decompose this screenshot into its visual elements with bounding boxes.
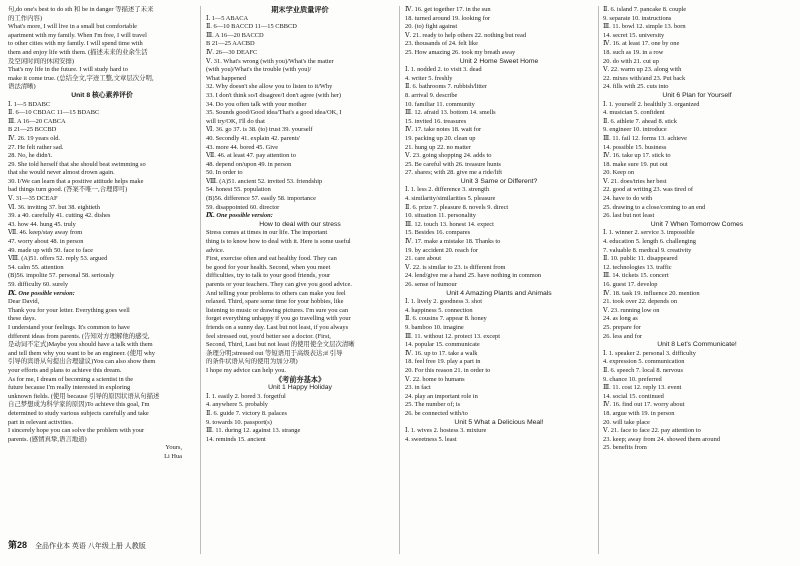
answer-line: 14. social 15. continued: [603, 392, 664, 400]
page-number: 第28: [8, 540, 28, 550]
answer-line: 4. anywhere 5. probably: [206, 401, 268, 409]
answer-line: 23. in fact: [405, 384, 431, 392]
answer-line: Ⅷ. (A)51. offers 52. reply 53. argued: [8, 255, 108, 263]
answer-line: Ⅵ. 36. inviting 37. but 38. eightieth: [8, 203, 100, 211]
answer-line: 9. separate 10. instructions: [603, 14, 672, 22]
answer-line: 59. difficulty 60. surely: [8, 281, 69, 288]
answer-line: I hope my advice can help you.: [206, 366, 287, 374]
page-footer: [8, 538, 146, 551]
answer-line: 10. familiar 11. community: [405, 100, 475, 108]
answer-line: 24. as long as: [603, 315, 638, 323]
answer-line: forget everything unhappy if you go travelling with your: [206, 315, 351, 323]
answer-line: Unit 3 Same or Different?: [460, 177, 538, 185]
answer-line: Ⅱ. 6—10 CBDAC 11—15 BDABC: [8, 109, 100, 117]
answer-line: Ⅲ. 12. touch 13. honest 14. expect: [405, 220, 494, 228]
answer-line: Ⅷ. (A)51. ancient 52. invited 53. friendship: [206, 177, 323, 185]
answer-line: 9. towards 10. passport(s): [206, 418, 272, 426]
answer-line: 18. such as 19. in a row: [603, 48, 664, 56]
answer-line: 26. be connected with/to: [405, 409, 468, 417]
answer-line: Ⅴ. 21. face to face 22. pay attention to: [603, 427, 701, 435]
column-4: [603, 6, 791, 560]
answer-line: 4. education 5. length 6. challenging: [603, 238, 696, 246]
answer-line: Ⅳ. 26—30 DEAFC: [206, 48, 258, 56]
answer-line: 4. happiness 5. connection: [405, 306, 473, 314]
answer-line: Thank you for your letter. Everything goes well: [8, 306, 130, 314]
answer-line: 引导的宾语从句提出合理建议)You can also show them: [8, 358, 156, 366]
answer-line: parents or your teachers. They can give you good advice.: [206, 281, 352, 288]
answer-line: 27. shares; with 28. give me a ride/lift: [405, 169, 503, 177]
answer-line: Ⅱ. 6. prize 7. pleasure 8. novels 9. direct: [405, 203, 509, 211]
answer-line: Ⅰ. 1—5 ABACA: [206, 14, 249, 22]
answer-line: friends on a sunny day. Last but not least, if you always: [206, 323, 349, 331]
answer-line: Ⅴ. 23. going shopping 24. adds to: [405, 152, 492, 160]
answer-line: will try/OK, I'll do that: [206, 117, 265, 125]
answer-line: 28. No, he didn't.: [8, 152, 53, 160]
answer-line: 及空闲时间的休闲安排): [8, 57, 75, 65]
answer-line: Ⅱ. 10. public 11. disappeared: [603, 255, 678, 263]
answer-line: 期末学业质量评价: [271, 6, 329, 14]
answer-line: I understand your feelings. It's common to have: [8, 323, 130, 331]
answer-line: 34. Do you often talk with your mother: [206, 100, 307, 108]
answer-line: relaxed. Third, spare some time for your hobbies, like: [206, 298, 344, 306]
answer-line: difficulties, try to talk to your good friends, your: [206, 272, 331, 280]
answer-line: 48. depend on/upon 49. in person: [206, 160, 292, 168]
answer-line: 26. less and for: [603, 332, 643, 340]
answer-line: Ⅳ. 18. task 19. influence 20. mention: [603, 289, 700, 297]
answer-line: 49. made up with 50. face to face: [8, 246, 93, 254]
answer-line: 19. packing up 20. clean up: [405, 134, 476, 142]
answer-line: 4. musician 5. confident: [603, 109, 665, 117]
answer-line: 18. turned around 19. looking for: [405, 14, 491, 22]
answer-line: Ⅰ. 1. less 2. difference 3. strength: [405, 186, 490, 194]
answer-line: 20. do with 21. cut up: [603, 57, 659, 65]
answer-line: 4. expression 5. communication: [603, 358, 685, 366]
answer-line: Second, Third, Last but not least 的使用使全文层次清晰: [206, 341, 355, 349]
answer-line: (B)56. difference 57. easily 58. importance: [206, 195, 316, 203]
answer-line: Ⅲ. 11. bowl 12. simple 13. born: [603, 23, 686, 31]
answer-line: Stress comes at times in our life. The important: [206, 229, 328, 237]
answer-line: Ⅴ. 31. What's wrong (with you)/What's the matter: [206, 57, 334, 65]
answer-line: 24. play an important role in: [405, 392, 478, 400]
answer-line: Unit 1 Happy Holiday: [268, 384, 332, 392]
answer-line: Ⅴ. 22. home to humans: [405, 375, 465, 383]
answer-line: Ⅰ. 1. lively 2. goodness 3. shot: [405, 298, 483, 306]
answer-line: Ⅳ. 17. make a mistake 18. Thanks to: [405, 238, 501, 246]
answer-line: 14. possible 15. business: [603, 143, 667, 151]
answer-line: 26. last but not least: [603, 212, 655, 220]
answer-line: 20. For this reason 21. in order to: [405, 366, 491, 374]
answer-line: What happened: [206, 74, 246, 82]
answer-line: Ⅴ. 22. is similar to 23. is different from: [405, 263, 506, 271]
answer-line: 25. Be careful with 26. treasure hunts: [405, 160, 501, 168]
answer-line: 24. have to do with: [603, 195, 653, 203]
answer-line: 29. She told herself that she should beat swimming so: [8, 160, 146, 168]
answer-line: 8. arrival 9. describe: [405, 91, 458, 99]
answer-line: Ⅱ. 6. bathrooms 7. rubbish/litter: [405, 83, 487, 91]
answer-line: them and enjoy life with them. (描述未来的业余生活: [8, 48, 148, 56]
answer-line: B 21—25 BCCBD: [8, 126, 57, 134]
answer-line: 25. drawing to a close/coming to an end: [603, 203, 706, 211]
answer-line: Unit 8 Let's Communicate!: [657, 341, 737, 349]
answer-line: 句,do one's best to do sth 和 be in danger 等描述了未来: [8, 6, 154, 13]
answer-line: Ⅸ. One possible version:: [206, 212, 273, 220]
answer-line: 30. I/We can learn that a positive attitude helps make: [8, 177, 144, 185]
answer-line: future because I'm really interested in exploring: [8, 384, 131, 392]
answer-line: 10. situation 11. personality: [405, 212, 476, 220]
answer-line: 43. how 44. hung 45. truly: [8, 220, 76, 228]
column-3: [405, 6, 593, 560]
answer-line: your efforts and plans to achieve this dream.: [8, 366, 122, 374]
answer-line: Ⅲ. 11. cost 12. reply 13. event: [603, 384, 682, 392]
answer-line: Ⅱ. 6. guide 7. victory 8. palaces: [206, 409, 288, 417]
answer-line: 35. Sounds good/Good idea/That's a good idea/OK, I: [206, 109, 342, 117]
answer-line: Ⅲ. 11. without 12. protect 13. except: [405, 332, 501, 340]
answer-line: 25. The number of; is: [405, 401, 461, 409]
answer-line: 14. reminds 15. ancient: [206, 435, 266, 443]
answer-line: 33. I don't think so/I disagree/I don't agree (with her): [206, 91, 342, 99]
answer-line: 自己梦想成为科学家的原因)To achieve this goal, I'm: [8, 401, 150, 409]
answer-line: 《考前夯基本》: [274, 374, 326, 384]
answer-line: Ⅳ. 17. take notes 18. wait for: [405, 126, 482, 134]
column-1: [8, 6, 196, 536]
answer-line: feel stressed out, you'd better see a doctor. (First,: [206, 332, 331, 340]
column-2: [206, 6, 394, 536]
answer-line: Ⅰ. 1. nodded 2. to visit 3. dead: [405, 66, 482, 74]
answer-line: parents. (感情真挚,语言地道): [8, 435, 87, 443]
answer-line: Ⅲ. A 16—20 CABCA: [8, 117, 66, 125]
answer-line: Ⅱ. 6—10 BACCD 11—15 CBBCD: [206, 23, 297, 31]
answer-line: 19. by accident 20. reach for: [405, 246, 478, 254]
answer-line: Ⅴ. 21. does/tries her best: [603, 177, 667, 185]
answer-line: 40. Secondly 41. explain 42. parents': [206, 134, 301, 142]
answer-line: Ⅲ. 14. tickets 15. concert: [603, 272, 669, 280]
answer-line: Ⅶ. 46. keep/stay away from: [8, 229, 83, 237]
answer-line: Ⅲ. 12. afraid 13. bottom 14. smells: [405, 109, 496, 117]
book-title: 全品作业本 英语 八年级上册 人教版: [34, 543, 146, 550]
answer-line: 24. lend/give me a hand 25. have nothing in common: [405, 272, 542, 280]
answer-line: 59. disappointed 60. director: [206, 203, 280, 211]
answer-line: 14. secret 15. university: [603, 31, 665, 39]
answer-line: 9. bamboo 10. imagine: [405, 323, 464, 331]
answer-line: 25. prepare for: [603, 323, 641, 331]
answer-line: 18. make sure 19. put out: [603, 160, 668, 168]
answer-line: Ⅰ. 1. winner 2. service 3. impossible: [603, 229, 695, 237]
answer-line: Ⅲ. 11. fail 12. forms 13. achieve: [603, 134, 688, 142]
answer-line: Ⅳ. 16. take up 17. stick to: [603, 152, 671, 160]
answer-line: 9. chance 10. preferred: [603, 375, 662, 383]
answer-line: 54. calm 55. attention: [8, 263, 64, 271]
answer-line: Ⅴ. 22. warm up 23. along with: [603, 66, 682, 74]
answer-line: 4. sweetness 5. least: [405, 435, 457, 443]
answer-line: 39. a 40. carefully 41. cutting 42. dishes: [8, 212, 111, 220]
answer-line: 语法清晰): [8, 83, 36, 91]
answer-line: 4. writer 5. freshly: [405, 74, 453, 82]
answer-line: What's more, I will live in a small but comfortable: [8, 23, 137, 31]
answer-line: 21. took over 22. depends on: [603, 298, 678, 306]
answer-line: Ⅳ. 16. find out 17. worry about: [603, 401, 685, 409]
answer-line: 47. worry about 48. in person: [8, 238, 84, 246]
answer-line: As for me, I dream of becoming a scientist in the: [8, 375, 134, 383]
column-divider: [598, 6, 599, 554]
answer-line: 18. argue with 19. in person: [603, 409, 675, 417]
answer-line: 25. benefits from: [603, 444, 647, 452]
answer-line: 18. feel free 19. play a part in: [405, 358, 481, 366]
answer-line: 24. fills with 25. cuts into: [603, 83, 669, 91]
answer-line: That's my life in the future. I will study hard to: [8, 66, 128, 74]
answer-line: Unit 6 Plan for Yourself: [662, 91, 732, 99]
answer-line: 23. thousands of 24. felt like: [405, 40, 478, 48]
answer-line: Ⅱ. 6. cousins 7. appear 8. honey: [405, 315, 487, 323]
answer-line: thing is to know how to deal with it. Here is some useful: [206, 238, 351, 246]
answer-line: 20. will take place: [603, 418, 650, 426]
column-divider: [399, 6, 400, 554]
column-divider: [200, 6, 201, 554]
answer-line: these days.: [8, 315, 37, 323]
answer-line: 54. honest 55. population: [206, 186, 271, 194]
answer-line: Ⅵ. 36. go 37. is 38. (to) trust 39. yourself: [206, 126, 313, 134]
answer-line: Ⅳ. 16. up to 17. take a walk: [405, 349, 478, 357]
answer-line: Ⅴ. 23. running low on: [603, 306, 660, 314]
answer-line: Unit 8 核心素养评价: [71, 91, 133, 99]
answer-line: different ideas from parents. (告知对方理解他的感受,: [8, 332, 150, 340]
answer-line: (B)56. impolite 57. personal 58. seriously: [8, 272, 115, 280]
answer-line: Ⅱ. 6. speech 7. local 8. nervous: [603, 366, 683, 374]
answer-line: to other cities with my family. I will spend time with: [8, 40, 143, 48]
answer-line: apartment with my family. When I'm free, I will travel: [8, 31, 147, 39]
answer-line: 26. sense of humour: [405, 281, 457, 288]
answer-line: listening to music or drawing pictures. I'm sure you can: [206, 306, 349, 314]
answer-line: 22. mixes with/and 23. Put back: [603, 74, 686, 82]
answer-line: Ⅰ. 1—5 BDABC: [8, 100, 51, 108]
answer-line: 4. similarity/similarities 5. pleasure: [405, 195, 496, 203]
answer-line: How to deal with our stress: [259, 220, 341, 228]
answer-line: and tell them why you want to be an engineer. (使用 why: [8, 349, 155, 357]
answer-line: Ⅰ. 1. easily 2. bored 3. forgetful: [206, 392, 286, 400]
answer-line: 的条件状语从句的使用为加分项): [206, 358, 298, 366]
answer-line: Ⅴ. 21. ready to help others 22. nothing but read: [405, 31, 527, 39]
answer-line: make it come true. (总结全文,字迹工整,文章层次分明,: [8, 74, 154, 82]
answer-line: 43. more 44. bored 45. Give: [206, 143, 279, 151]
answer-line: 23. keep; away from 24. showed them around: [603, 435, 720, 443]
answer-line: First, exercise often and eat healthy food. They can: [206, 255, 337, 263]
answer-line: 22. good at writing 23. was tired of: [603, 186, 693, 194]
answer-line: 21. care about: [405, 255, 442, 263]
answer-line: 21. hung up 22. no matter: [405, 143, 471, 151]
answer-line: 25. How amazing 26. took my breath away: [405, 48, 516, 56]
answer-line: 的工作内容): [8, 14, 43, 22]
answer-line: Ⅳ. 16. get together 17. in the sun: [405, 6, 491, 13]
answer-line: Ⅰ. 1. yourself 2. healthily 3. organized: [603, 100, 700, 108]
answer-line: Ⅴ. 31—35 DCEAF: [8, 195, 58, 203]
answer-line: be good for your health. Second, when you meet: [206, 263, 331, 271]
answer-line: determined to study various subjects carefully and take: [8, 409, 149, 417]
answer-line: Ⅶ. 46. at least 47. pay attention to: [206, 152, 296, 160]
answer-line: part in relevant activities.: [8, 418, 73, 426]
answer-line: Li Hua: [164, 452, 182, 460]
answer-line: 15. invited 16. treasures: [405, 117, 467, 125]
answer-line: 16. guest 17. develop: [603, 281, 658, 288]
answer-line: that she would never almost drown again.: [8, 169, 115, 177]
answer-line: Ⅰ. 1. wives 2. hostess 3. mixture: [405, 427, 487, 435]
answer-line: Ⅳ. 26. 19 years old.: [8, 134, 60, 142]
answer-line: 20. Keep on: [603, 169, 635, 177]
answer-line: Ⅸ. One possible version:: [8, 289, 75, 297]
answer-line: advice.: [206, 246, 225, 254]
answer-line: 27. He felt rather sad.: [8, 143, 64, 151]
answer-line: Dear David,: [8, 298, 40, 306]
answer-line: I sincerely hope you can solve the problem with your: [8, 427, 145, 435]
answer-line: B 21—25 AACBD: [206, 40, 255, 48]
answer-line: 32. Why doesn't she allow you to listen to it/Why: [206, 83, 333, 91]
answer-line: Yours,: [165, 444, 182, 452]
answer-line: Ⅱ. 6. athlete 7. ahead 8. stick: [603, 117, 677, 125]
answer-line: Unit 2 Home Sweet Home: [459, 57, 539, 65]
answer-line: Ⅳ. 16. at least 17. one by one: [603, 40, 680, 48]
answer-line: Ⅲ. 11. during 12. against 13. strange: [206, 427, 301, 435]
answer-line: Unit 5 What a Delicious Meal!: [454, 418, 544, 426]
answer-line: (with you)/What's the trouble (with you)/: [206, 66, 312, 74]
answer-line: 20. (to) fight against: [405, 23, 458, 31]
answer-line: 条理分明;stressed out 等短语用于高级表达;if 引导: [206, 349, 343, 357]
answer-line: 14. popular 15. communicate: [405, 341, 480, 349]
answer-line: 50. In order to: [206, 169, 243, 177]
answer-line: Unit 7 When Tomorrow Comes: [650, 220, 744, 228]
answer-line: 是动词不定式)Maybe you should have a talk with them: [8, 341, 153, 349]
answer-line: unknown fields. (使用 because 引导的原因状语从句描述: [8, 392, 160, 400]
answer-line: 9. engineer 10. introduce: [603, 126, 667, 134]
answer-line: Ⅲ. A 16—20 BACCD: [206, 31, 264, 39]
answer-line: bad things turn good. (答案不唯一,合理即可): [8, 186, 128, 194]
answer-line: Ⅰ. 1. speaker 2. personal 3. difficulty: [603, 349, 696, 357]
answer-line: And telling your problems to others can make you feel: [206, 289, 346, 297]
answer-line: 15. Besides 16. compares: [405, 229, 471, 237]
answer-line: 7. valuable 8. medical 9. creativity: [603, 246, 692, 254]
answer-line: 12. technologies 13. traffic: [603, 263, 672, 271]
answer-line: Unit 4 Amazing Plants and Animals: [446, 289, 552, 297]
answer-line: Ⅱ. 6. island 7. pancake 8. couple: [603, 6, 687, 13]
